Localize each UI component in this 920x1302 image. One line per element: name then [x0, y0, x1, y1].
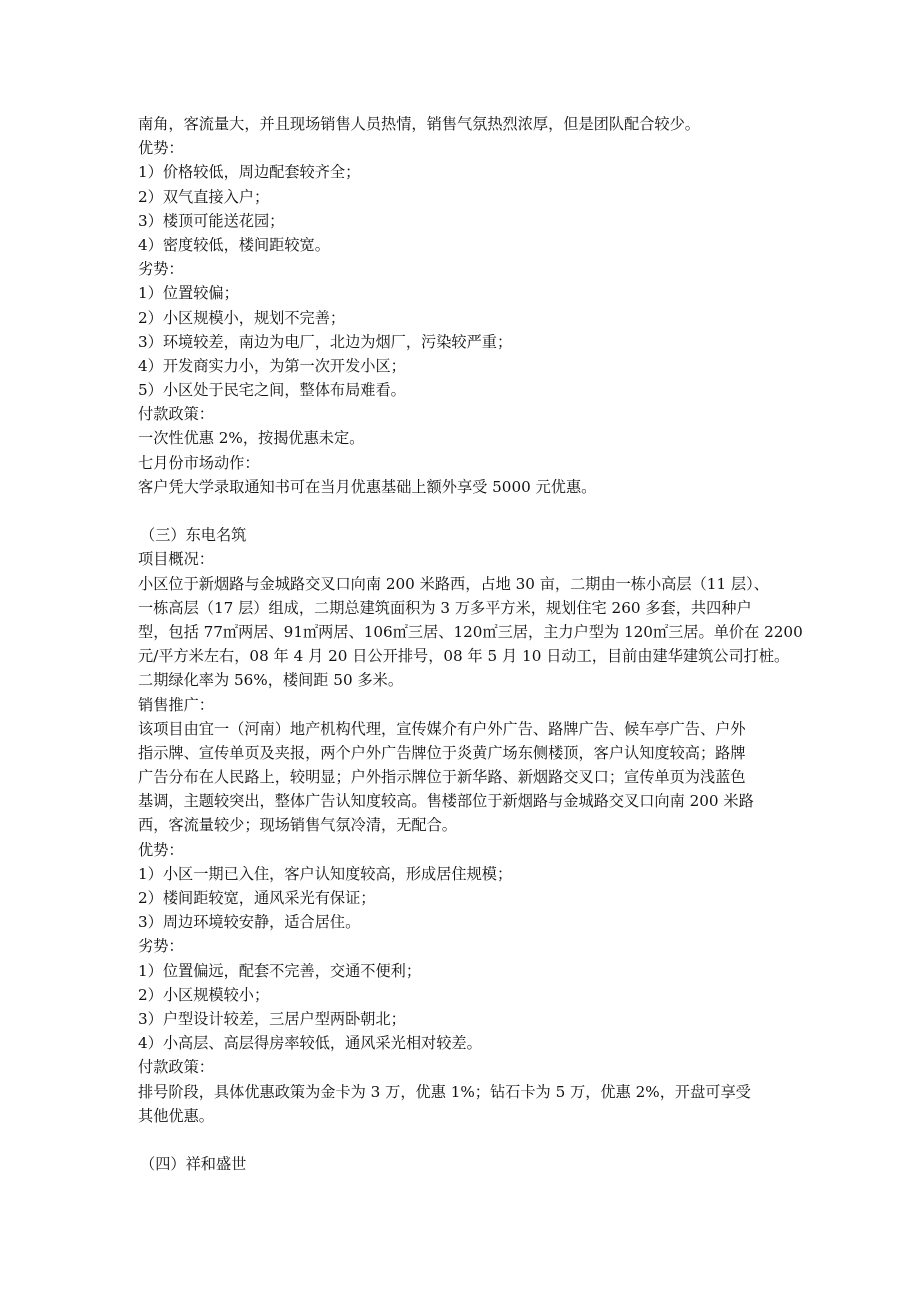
list-item: 2）小区规模小，规划不完善；	[138, 308, 346, 327]
section3-heading: （三）东电名筑	[140, 526, 247, 545]
list-item: 4）密度较低，楼间距较宽。	[138, 235, 330, 254]
section2-july-text: 客户凭大学录取通知书可在当月优惠基础上额外享受 5000 元优惠。	[138, 477, 597, 496]
list-item: 3）环境较差，南边为电厂，北边为烟厂，污染较严重；	[138, 332, 513, 351]
section4-heading: （四）祥和盛世	[140, 1155, 247, 1174]
list-item: 3）户型设计较差，三居户型两卧朝北；	[138, 1009, 406, 1028]
list-item: 3）楼顶可能送花园；	[138, 211, 285, 230]
section3-advantages-label: 优势：	[138, 840, 184, 859]
overview-line: 型，包括 77㎡两居、91㎡两居、106㎡三居、120㎡三居，主力户型为 120㎡三居。单价在 2200	[138, 622, 803, 641]
list-item: 5）小区处于民宅之间，整体布局难看。	[138, 381, 406, 400]
list-item: 2）双气直接入户；	[138, 187, 270, 206]
section3-promotion-label: 销售推广：	[138, 695, 214, 714]
paragraph-spacer	[138, 1128, 786, 1152]
section2-payment-text: 一次性优惠 2%，按揭优惠未定。	[138, 429, 365, 448]
document-body	[138, 112, 803, 1176]
payment-line: 排号阶段，具体优惠政策为金卡为 3 万，优惠 1%；钻石卡为 5 万，优惠 2%，开盘可享受	[138, 1082, 751, 1101]
promotion-line: 基调，主题较突出，整体广告认知度较高。售楼部位于新烟路与金城路交叉口向南 200 米路	[138, 792, 754, 811]
list-item: 3）周边环境较安静，适合居住。	[138, 913, 361, 932]
overview-line: 元/平方米左右，08 年 4 月 20 日公开排号，08 年 5 月 10 日动工，目前由建华建筑公司打桩。	[138, 647, 790, 666]
list-item: 4）小高层、高层得房率较低，通风采光相对较差。	[138, 1034, 482, 1053]
promotion-line: 该项目由宜一（河南）地产机构代理，宣传媒介有户外广告、路牌广告、候车亭广告、户外	[138, 719, 746, 738]
paragraph-spacer	[138, 499, 786, 523]
section2-disadvantages-label: 劣势：	[138, 260, 184, 279]
list-item: 1）价格较低，周边配套较齐全；	[138, 163, 361, 182]
promotion-line: 西，客流量较少；现场销售气氛冷清，无配合。	[138, 816, 457, 835]
section2-payment-label: 付款政策：	[138, 405, 214, 424]
overview-line: 二期绿化率为 56%，楼间距 50 多米。	[138, 671, 404, 690]
section3-disadvantages-label: 劣势：	[138, 937, 184, 956]
section3-payment-label: 付款政策：	[138, 1058, 214, 1077]
section2-intro: 南角，客流量大，并且现场销售人员热情，销售气氛热烈浓厚，但是团队配合较少。	[138, 115, 700, 133]
list-item: 1）小区一期已入住，客户认知度较高，形成居住规模；	[138, 864, 513, 883]
list-item: 4）开发商实力小，为第一次开发小区；	[138, 356, 406, 375]
list-item: 1）位置较偏；	[138, 284, 239, 303]
section2-july-label: 七月份市场动作：	[138, 453, 260, 472]
section2-advantages-label: 优势：	[138, 139, 184, 158]
overview-line: 小区位于新烟路与金城路交叉口向南 200 米路西，占地 30 亩，二期由一栋小高层（11 层）、	[138, 574, 769, 593]
list-item: 2）小区规模较小；	[138, 985, 270, 1004]
promotion-line: 广告分布在人民路上，较明显；户外指示牌位于新华路、新烟路交叉口；宣传单页为浅蓝色	[138, 768, 746, 787]
list-item: 1）位置偏远，配套不完善，交通不便利；	[138, 961, 422, 980]
promotion-line: 指示牌、宣传单页及夹报，两个户外广告牌位于炎黄广场东侧楼顶，客户认知度较高；路牌	[138, 743, 746, 762]
section3-overview-label: 项目概况：	[138, 550, 214, 569]
list-item: 2）楼间距较宽，通风采光有保证；	[138, 889, 376, 907]
payment-line: 其他优惠。	[138, 1106, 214, 1125]
overview-line: 一栋高层（17 层）组成，二期总建筑面积为 3 万多平方米，规划住宅 260 多套，共四种户	[138, 598, 752, 617]
